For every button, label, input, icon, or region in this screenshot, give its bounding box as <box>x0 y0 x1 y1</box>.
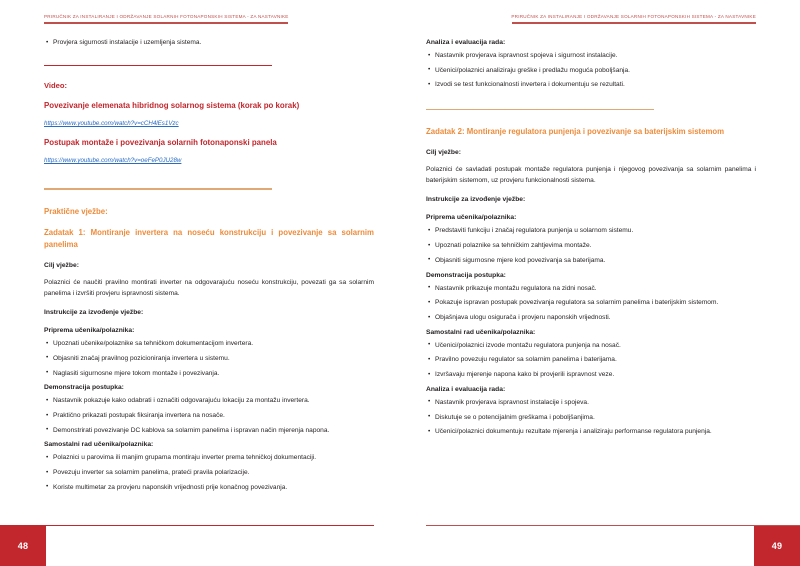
task-1-section-demonstration <box>44 383 374 436</box>
task-2-section-analysis <box>426 385 756 438</box>
divider-orange-block-right <box>426 95 654 126</box>
divider-orange <box>426 109 654 110</box>
footer-rule-left <box>0 525 374 526</box>
video-label: Video: <box>44 81 68 91</box>
task-1-goal-label: Cilj vježbe: <box>44 262 79 270</box>
section-bullet-list <box>44 396 374 436</box>
list-item: • Objasniti sigurnosne mjere kod povezivanja sa baterijama. <box>426 256 756 266</box>
list-item: • Polaznici u parovima ili manjim grupama montiraju inverter prema tehničkoj dokumentaciji. <box>44 453 374 463</box>
section-bullet-list <box>426 284 756 324</box>
section-label: Analiza i evaluacija rada: <box>426 385 506 393</box>
section-bullet-list <box>44 339 374 379</box>
carryover-analysis-section <box>426 38 756 91</box>
running-header-rule-right <box>512 22 756 24</box>
task-2-section-independent-work <box>426 328 756 381</box>
list-item: • Učenici/polaznici dokumentuju rezultate mjerenja i analiziraju performanse regulatora punjenja. <box>426 427 756 437</box>
section-bullet-list <box>426 51 756 91</box>
section-label: Samostalni rad učenika/polaznika: <box>426 328 536 336</box>
page-left-content <box>44 38 374 524</box>
list-item: • Predstaviti funkciju i značaj regulatora punjenja u solarnom sistemu. <box>426 226 756 236</box>
task-1-goal-text: Polaznici će naučiti pravilno montirati inverter na odgovarajuću noseću konstrukciju, povezati ga sa solarnim panelima i izvršiti provjeru ispravnosti sistema. <box>44 279 374 297</box>
task-2-section-preparation <box>426 213 756 266</box>
task-1-section-preparation <box>44 326 374 379</box>
list-item: • Objašnjava ulogu osigurača i provjeru naponskih vrijednosti. <box>426 313 756 323</box>
list-item: • Izvodi se test funkcionalnosti invertera i dokumentuju se rezultati. <box>426 80 756 90</box>
section-label: Demonstracija postupka: <box>44 384 124 392</box>
list-item: • Provjera sigurnosti instalacije i uzemljenja sistema. <box>44 38 374 48</box>
video-title-2: Postupak montaže i povezivanja solarnih fotonaponski panela <box>44 138 277 148</box>
task-2-goal-text: Polaznici će savladati postupak montaže regulatora punjenja i njegovog povezivanja sa solarnim panelima i baterijskim sistemom, uz provjeru funkcionalnosti sistema. <box>426 166 756 184</box>
list-item: • Učenici/polaznici analiziraju greške i predlažu moguća poboljšanja. <box>426 66 756 76</box>
task-2-section-demonstration <box>426 271 756 324</box>
section-label: Analiza i evaluacija rada: <box>426 39 506 46</box>
footer-rule-right <box>426 525 800 526</box>
section-label: Demonstracija postupka: <box>426 271 506 279</box>
list-item: • Nastavnik pokazuje kako odabrati i označiti odgovarajuću lokaciju za montažu invertera. <box>44 396 374 406</box>
section-bullet-list <box>44 453 374 493</box>
list-item: • Pokazuje ispravan postupak povezivanja regulatora sa solarnim panelima i baterijskim sistemom. <box>426 298 756 308</box>
task-1-instructions-label: Instrukcije za izvođenje vježbe: <box>44 309 144 317</box>
page-right-content <box>426 38 756 524</box>
page-right <box>400 0 800 566</box>
carryover-bullet-list <box>44 38 374 48</box>
task-2-title: Zadatak 2: Montiranje regulatora punjenja i povezivanje sa baterijskim sistemom <box>426 127 725 137</box>
section-bullet-list <box>426 341 756 381</box>
list-item: • Nastavnik provjerava ispravnost spojeva i sigurnost instalacije. <box>426 51 756 61</box>
video-title-1: Povezivanje elemenata hibridnog solarnog sistema (korak po korak) <box>44 101 300 111</box>
page-number-right: 49 <box>754 526 800 566</box>
section-label: Priprema učenika/polaznika: <box>426 214 517 222</box>
list-item: • Koriste multimetar za provjeru naponskih vrijednosti prije konačnog povezivanja. <box>44 483 374 493</box>
running-header-rule-left <box>44 22 288 24</box>
list-item: • Upoznati polaznike sa tehničkim zahtjevima montaže. <box>426 241 756 251</box>
divider-orange <box>44 188 272 189</box>
running-header-right: PRIRUČNIK ZA INSTALIRANJE I ODRŽAVANJE SOLARNIH FOTONAPONSKIH SISTEMA - ZA NASTAVNIKE <box>511 14 756 19</box>
list-item: • Naglasiti sigurnosne mjere tokom montaže i povezivanja. <box>44 369 374 379</box>
running-header-left: PRIRUČNIK ZA INSTALIRANJE I ODRŽAVANJE SOLARNIH FOTONAPONSKIH SISTEMA - ZA NASTAVNIKE <box>44 14 289 19</box>
section-bullet-list <box>426 398 756 438</box>
task-2-instructions-label: Instrukcije za izvođenje vježbe: <box>426 196 526 204</box>
list-item: • Upoznati učenike/polaznike sa tehničkom dokumentacijom invertera. <box>44 339 374 349</box>
section-label: Priprema učenika/polaznika: <box>44 327 135 335</box>
task-1-title: Zadatak 1: Montiranje invertera na noseću konstrukciju i povezivanje sa solarnim panelima <box>44 228 374 250</box>
task-1-section-independent-work <box>44 440 374 493</box>
divider-red-block-left <box>44 53 272 80</box>
list-item: • Demonstrirati povezivanje DC kablova sa solarnim panelima i ispravan način mjerenja napona. <box>44 426 374 436</box>
list-item: • Povezuju inverter sa solarnim panelima, prateći pravila polarizacije. <box>44 468 374 478</box>
task-2-goal-label: Cilj vježbe: <box>426 149 461 157</box>
practice-heading: Praktične vježbe: <box>44 206 108 216</box>
section-label: Samostalni rad učenika/polaznika: <box>44 441 154 449</box>
list-item: • Učenici/polaznici izvode montažu regulatora punjenja na nosač. <box>426 341 756 351</box>
list-item: • Diskutuje se o potencijalnim greškama i poboljšanjima. <box>426 413 756 423</box>
video-link-1[interactable]: https://www.youtube.com/watch?v=cCH4lEs1Vzc <box>44 120 179 128</box>
divider-orange-block-left <box>44 174 272 205</box>
page-number-left: 48 <box>0 526 46 566</box>
divider-red <box>44 65 272 66</box>
section-bullet-list <box>426 226 756 266</box>
list-item: • Nastavnik provjerava ispravnost instalacije i spojeva. <box>426 398 756 408</box>
video-link-2[interactable]: https://www.youtube.com/watch?v=oeFeP0JU28w <box>44 157 182 165</box>
list-item: • Praktično prikazati postupak fiksiranja invertera na nosače. <box>44 411 374 421</box>
list-item: • Nastavnik prikazuje montažu regulatora na zidni nosač. <box>426 284 756 294</box>
list-item: • Pravilno povezuju regulator sa solarnim panelima i baterijama. <box>426 355 756 365</box>
list-item: • Objasniti značaj pravilnog pozicioniranja invertera u sistemu. <box>44 354 374 364</box>
list-item: • Izvršavaju mjerenje napona kako bi provjerili ispravnost veze. <box>426 370 756 380</box>
